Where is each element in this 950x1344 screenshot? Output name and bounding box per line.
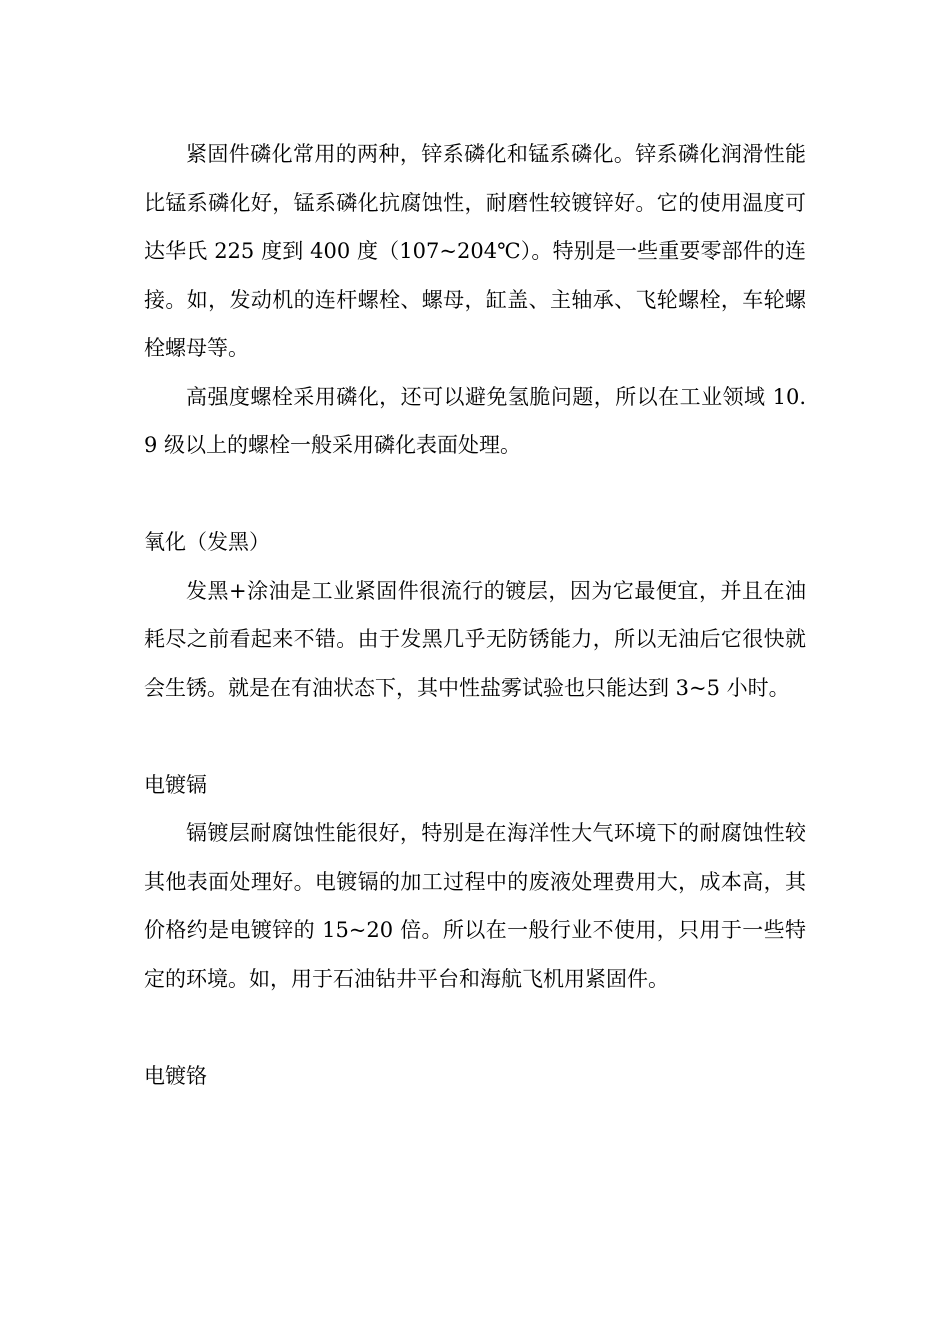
oxidation-section <box>144 518 806 712</box>
section-heading-cadmium: 电镀镉 <box>144 772 207 797</box>
cadmium-section <box>144 761 806 1004</box>
phosphating-section <box>144 130 806 470</box>
section-heading-chrome: 电镀铬 <box>144 1063 207 1088</box>
chrome-section <box>144 1052 806 1101</box>
section-spacer <box>144 470 806 519</box>
section-heading-oxidation: 氧化（发黑） <box>144 530 270 554</box>
paragraph-high-strength-bolts: 高强度螺栓采用磷化，还可以避免氢脆问题，所以在工业领域 10.9 级以上的螺栓一般采用磷化表面处理。 <box>144 384 806 457</box>
paragraph-cadmium-plating: 镉镀层耐腐蚀性能很好，特别是在海洋性大气环境下的耐腐蚀性较其他表面处理好。电镀镉的加工过程中的废液处理费用大，成本高，其价格约是电镀锌的 15~20 倍。所以在一般行业不使用，只用于一些特定的环境。如，用于石油钻井平台和海航飞机用紧固件。 <box>144 821 806 991</box>
section-spacer <box>144 1003 806 1052</box>
paragraph-blackening: 发黑+涂油是工业紧固件很流行的镀层，因为它最便宜，并且在油耗尽之前看起来不错。由于发黑几乎无防锈能力，所以无油后它很快就会生锈。就是在有油状态下，其中性盐雾试验也只能达到 3~5 小时。 <box>144 578 806 700</box>
section-spacer <box>144 712 806 761</box>
document-body <box>144 130 806 1100</box>
paragraph-phosphating-types: 紧固件磷化常用的两种，锌系磷化和锰系磷化。锌系磷化润滑性能比锰系磷化好，锰系磷化抗腐蚀性，耐磨性较镀锌好。它的使用温度可达华氏 225 度到 400 度（107~204℃）。特别是一些重要零部件的连接。如，发动机的连杆螺栓、螺母，缸盖、主轴承、飞轮螺栓，车轮螺栓螺母等。 <box>144 142 806 360</box>
